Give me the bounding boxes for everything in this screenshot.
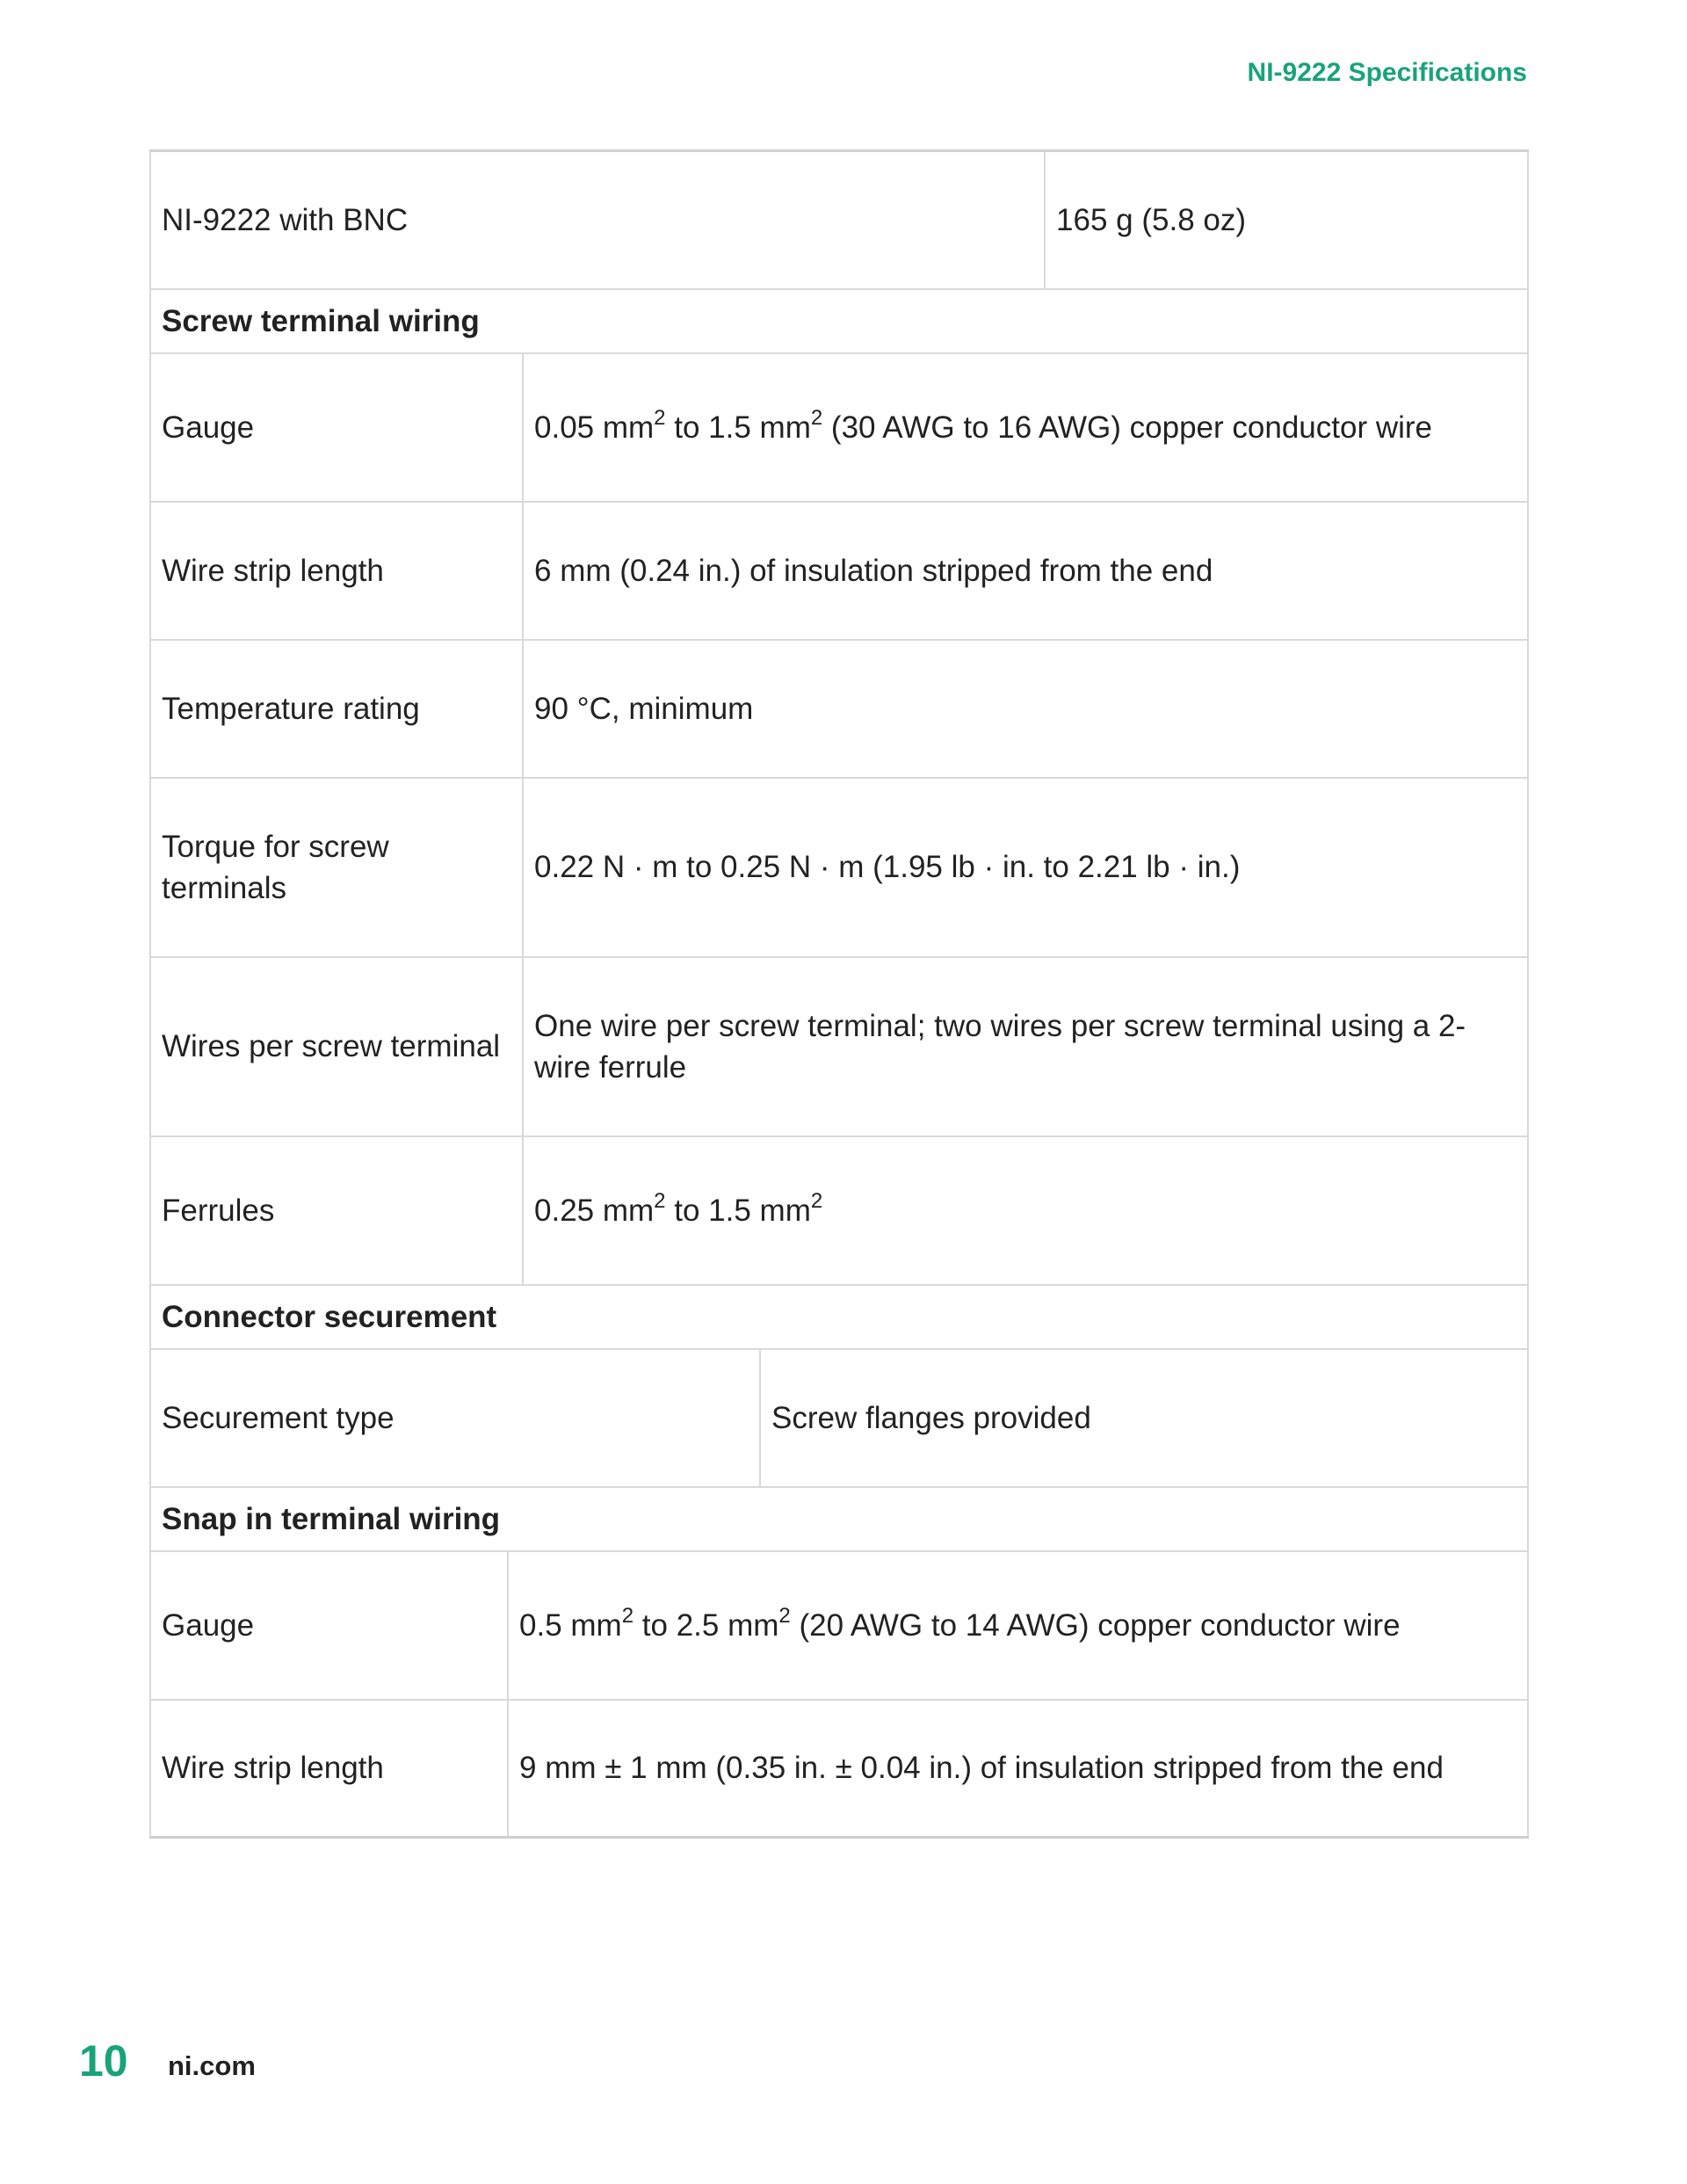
table-row [150,957,1528,1136]
spec-value: 0.05 $mm^2$ to 1.5 $mm^2$ (30 AWG to 16 AWG) copper conductor wire [523,353,1528,502]
spec-label: Securement type [150,1349,760,1487]
section-header-row [150,1285,1528,1349]
spec-value: 0.5 $mm^2$ to 2.5 $mm^2$ (20 AWG to 14 AWG) copper conductor wire [508,1551,1528,1700]
table-row [150,1349,1528,1487]
spec-label: Temperature rating [150,640,523,778]
table-row [150,353,1528,502]
table-row [150,151,1528,289]
specifications-table [149,149,1529,1839]
section-title-snap-in-terminal-wiring: Snap in terminal wiring [150,1487,1528,1551]
spec-label: Ferrules [150,1136,523,1285]
spec-value: Screw flanges provided [760,1349,1528,1487]
spec-value: 9 mm ± 1 mm (0.35 in. ± 0.04 in.) of insulation stripped from the end [508,1700,1528,1838]
table-row [150,1136,1528,1285]
table-row [150,1551,1528,1700]
running-header-title: NI-9222 Specifications [1247,58,1527,87]
spec-value: 6 mm (0.24 in.) of insulation stripped from the end [523,502,1528,640]
spec-value: 0.25 $mm^2$ to 1.5 $mm^2$ [523,1136,1528,1285]
spec-label: Wires per screw terminal [150,957,523,1136]
spec-value: 90 °C, minimum [523,640,1528,778]
spec-value: 0.22 N · m to 0.25 N · m (1.95 lb · in. to 2.21 lb · in.) [523,778,1528,957]
spec-label: Gauge [150,353,523,502]
spec-label: Gauge [150,1551,508,1700]
footer-site-link[interactable]: ni.com [168,2050,256,2081]
section-header-row [150,289,1528,353]
table-row [150,502,1528,640]
weight-label: NI-9222 with BNC [150,151,1045,289]
section-header-row [150,1487,1528,1551]
table-row [150,1700,1528,1838]
spec-label: Wire strip length [150,502,523,640]
spec-value: One wire per screw terminal; two wires per screw terminal using a 2-wire ferrule [523,957,1528,1136]
section-title-connector-securement: Connector securement [150,1285,1528,1349]
table-row [150,640,1528,778]
spec-label: Wire strip length [150,1700,508,1838]
weight-value: 165 g (5.8 oz) [1045,151,1528,289]
section-title-screw-terminal-wiring: Screw terminal wiring [150,289,1528,353]
page-number: 10 [79,2036,128,2086]
table-row [150,778,1528,957]
spec-label: Torque for screw terminals [150,778,523,957]
